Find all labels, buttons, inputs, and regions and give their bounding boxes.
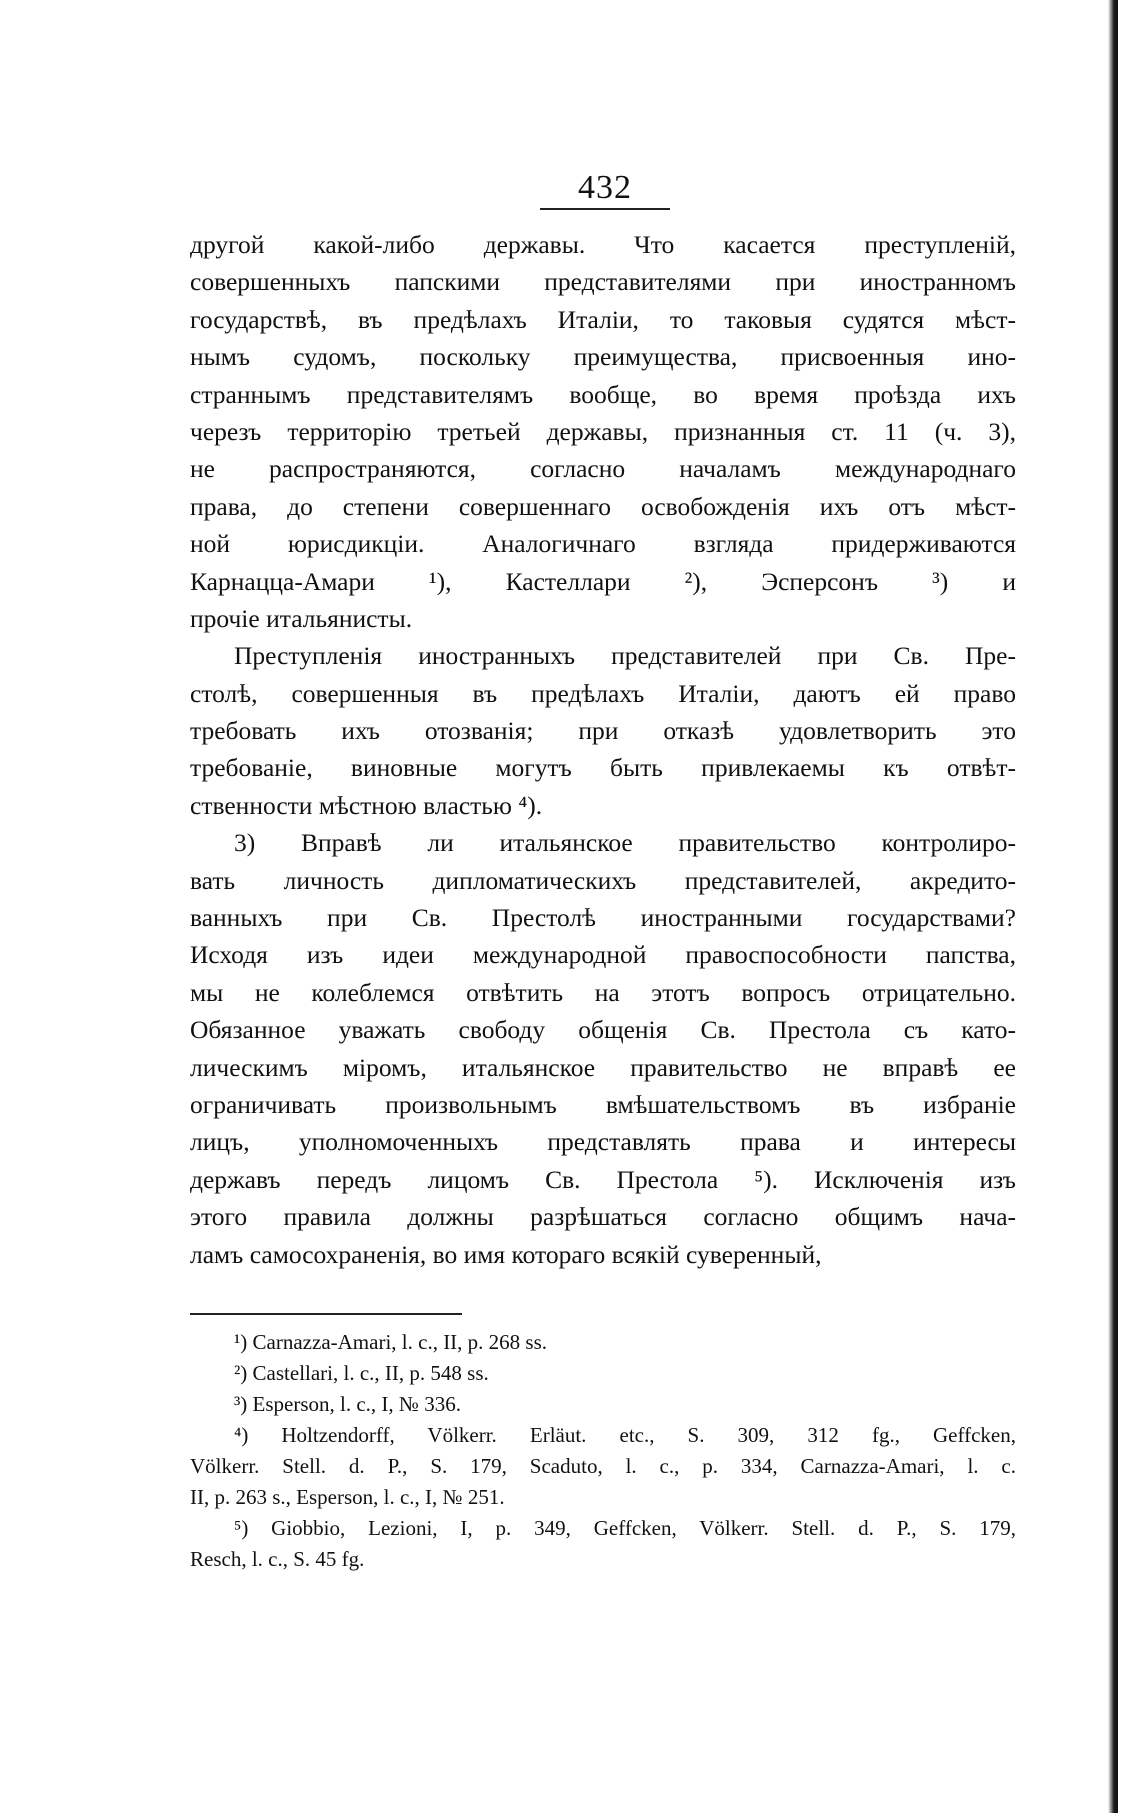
text-line: ственности мѣстною властью ⁴). (190, 790, 543, 820)
text-line: лическимъ міромъ, итальянское правительство не вправѣ ее (190, 1052, 1016, 1082)
text-line: не распространяются, согласно началамъ международнаго (190, 454, 1016, 484)
text-line: лицъ, уполномоченныхъ представлять права и интересы (190, 1127, 1016, 1157)
text-line: ванныхъ при Св. Престолѣ иностранными государствами? (190, 903, 1016, 933)
text-line: государствѣ, въ предѣлахъ Италіи, то таковыя судятся мѣст- (190, 304, 1016, 334)
text-line: мы не колеблемся отвѣтить на этотъ вопросъ отрицательно. (190, 977, 1016, 1007)
footnote (190, 1420, 1016, 1513)
footnote-line: II, p. 263 s., Esperson, l. c., I, № 251. (190, 1485, 505, 1509)
footnote-line: ⁴) Holtzendorff, Völkerr. Erläut. etc., S. 309, 312 fg., Geffcken, (234, 1423, 1016, 1447)
text-line: ограничивать произвольнымъ вмѣшательствомъ въ избраніе (190, 1089, 1016, 1119)
text-line: Преступленія иностранныхъ представителей при Св. Пре- (234, 641, 1016, 671)
paragraph (190, 637, 1016, 824)
text-line: державъ передъ лицомъ Св. Престола ⁵). Исключенія изъ (190, 1164, 1016, 1194)
paragraph (190, 824, 1016, 1273)
footnote-rule (190, 1313, 462, 1315)
text-line: Исходя изъ идеи международной правоспособности папства, (190, 940, 1016, 970)
text-line: требовать ихъ отозванія; при отказѣ удовлетворить это (190, 716, 1016, 746)
footnote-line: ²) Castellari, l. c., II, p. 548 ss. (234, 1361, 489, 1385)
text-line: вать личность дипломатическихъ представителей, акредито- (190, 865, 1016, 895)
page-number: 432 (578, 169, 632, 206)
scan-page-edge (1108, 0, 1118, 1813)
footnote-line: ¹) Carnazza-Amari, l. c., II, p. 268 ss. (234, 1330, 548, 1354)
footnote (190, 1513, 1016, 1575)
text-line: требованіе, виновные могутъ быть привлекаемы къ отвѣт- (190, 753, 1016, 783)
footnote (190, 1358, 1016, 1389)
text-line: права, до степени совершеннаго освобожденія ихъ отъ мѣст- (190, 491, 1016, 521)
text-line: этого правила должны разрѣшаться согласно общимъ нача- (190, 1202, 1016, 1232)
footnote-line: Resch, l. c., S. 45 fg. (190, 1547, 365, 1571)
footnote (190, 1389, 1016, 1420)
text-line: 3) Вправѣ ли итальянское правительство контролиро- (234, 828, 1016, 858)
text-line: ламъ самосохраненія, во имя котораго всякій суверенный, (190, 1239, 822, 1269)
text-line: столѣ, совершенныя въ предѣлахъ Италіи, даютъ ей право (190, 678, 1016, 708)
text-line: нымъ судомъ, поскольку преимущества, присвоенныя ино- (190, 342, 1016, 372)
footnote-line: Völkerr. Stell. d. P., S. 179, Scaduto, l. c., p. 334, Carnazza-Amari, l. c. (190, 1454, 1016, 1478)
text-line: прочіе итальянисты. (190, 603, 413, 633)
footnote-line: ⁵) Giobbio, Lezioni, I, p. 349, Geffcken, Völkerr. Stell. d. P., S. 179, (234, 1516, 1016, 1540)
footnotes (190, 1327, 1016, 1575)
text-line: ной юрисдикціи. Аналогичнаго взгляда придерживаются (190, 529, 1016, 559)
footnote (190, 1327, 1016, 1358)
text-line: Обязанное уважать свободу общенія Св. Престола съ като- (190, 1015, 1016, 1045)
text-line: страннымъ представителямъ вообще, во время проѣзда ихъ (190, 379, 1016, 409)
text-line: черезъ территорію третьей державы, признанныя ст. 11 (ч. 3), (190, 416, 1016, 446)
paragraph (190, 226, 1016, 637)
main-text (190, 226, 1016, 1273)
text-line: Карнацца-Амари ¹), Кастеллари ²), Эсперсонъ ³) и (190, 566, 1016, 596)
text-line: другой какой-либо державы. Что касается преступленій, (190, 230, 1016, 259)
text-line: совершенныхъ папскими представителями при иностранномъ (190, 267, 1016, 297)
header-rule (540, 208, 670, 210)
footnote-line: ³) Esperson, l. c., I, № 336. (234, 1392, 461, 1416)
